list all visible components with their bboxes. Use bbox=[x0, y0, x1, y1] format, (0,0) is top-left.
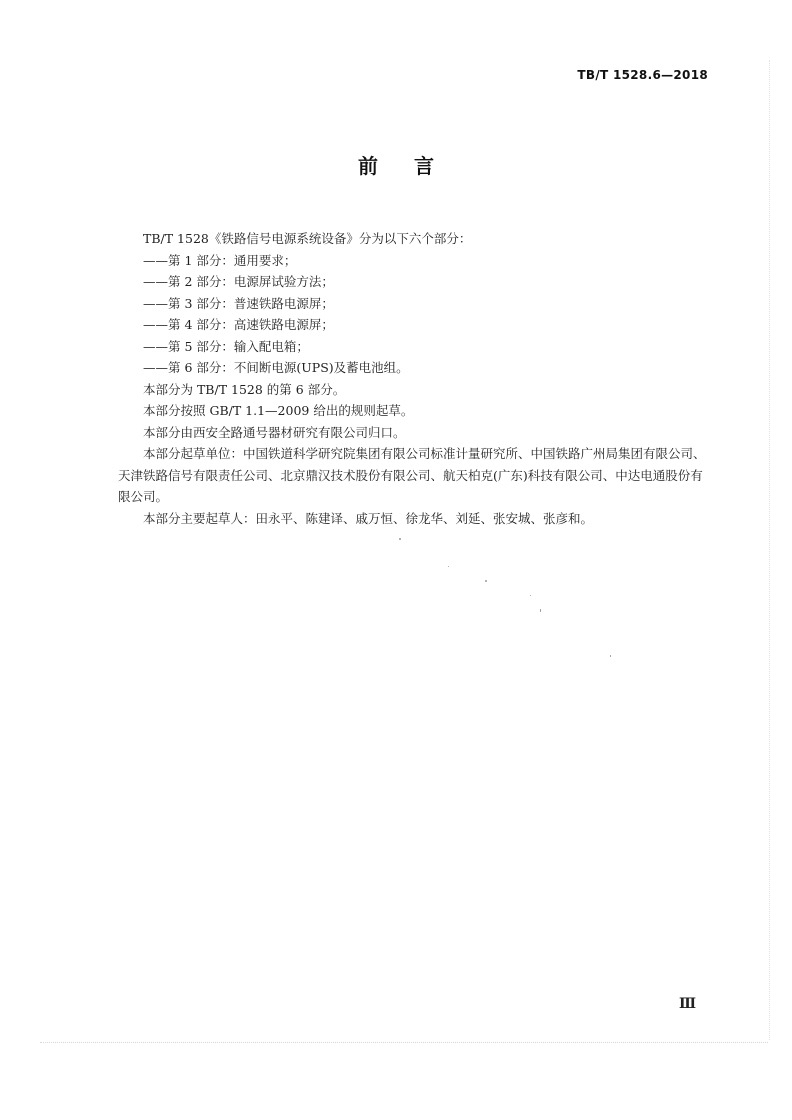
responsible-org-paragraph: 本部分由西安全路通号器材研究有限公司归口。 bbox=[143, 424, 406, 440]
page-title: 前言 bbox=[358, 154, 470, 178]
list-item: ——第 1 部分：通用要求； bbox=[143, 252, 297, 268]
parts-list bbox=[118, 250, 714, 379]
list-item: ——第 3 部分：普速铁路电源屏； bbox=[143, 295, 334, 311]
scan-edge-dots-right bbox=[769, 60, 770, 1040]
scan-speck bbox=[530, 595, 531, 596]
scan-edge-dots-bottom bbox=[40, 1042, 768, 1043]
scan-speck bbox=[485, 580, 487, 582]
foreword-body bbox=[118, 228, 714, 529]
drafters-paragraph: 本部分主要起草人：田永平、陈建译、戚万恒、徐龙华、刘延、张安城、张彦和。 bbox=[143, 510, 594, 526]
list-item: ——第 4 部分：高速铁路电源屏； bbox=[143, 317, 334, 332]
list-item: ——第 2 部分：电源屏试验方法； bbox=[143, 274, 334, 289]
intro-paragraph: TB/T 1528《铁路信号电源系统设备》分为以下六个部分： bbox=[143, 231, 472, 246]
document-code: TB/T 1528.6—2018 bbox=[577, 68, 708, 82]
scan-speck bbox=[448, 566, 449, 567]
list-item: ——第 5 部分：输入配电箱； bbox=[143, 338, 309, 354]
scan-speck bbox=[540, 609, 541, 612]
scope-paragraph: 本部分为 TB/T 1528 的第 6 部分。 bbox=[143, 381, 346, 397]
page-number: Ⅲ bbox=[678, 996, 696, 1012]
scan-speck bbox=[610, 655, 611, 657]
list-item: ——第 6 部分：不间断电源(UPS)及蓄电池组。 bbox=[143, 360, 409, 375]
drafting-rule-paragraph: 本部分按照 GB/T 1.1—2009 给出的规则起草。 bbox=[143, 403, 414, 418]
drafting-units-paragraph: 本部分起草单位：中国铁道科学研究院集团有限公司标准计量研究所、中国铁路广州局集团有限公司、天津铁路信号有限责任公司、北京鼎汉技术股份有限公司、航天柏克(广东)科技有限公司、中达电通股份有限公司。 bbox=[118, 446, 706, 504]
scan-speck bbox=[399, 538, 401, 540]
